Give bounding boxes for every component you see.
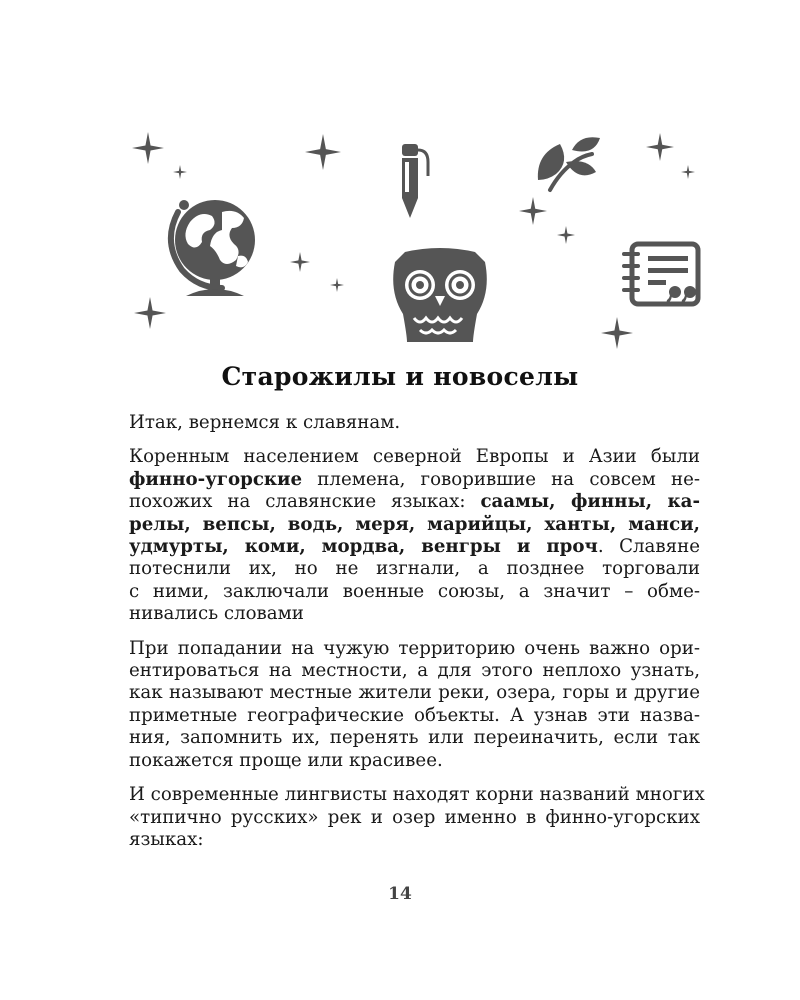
bold-text: саамы, финны, ка- <box>480 491 700 513</box>
pen-icon <box>402 144 428 218</box>
text-line <box>129 581 700 603</box>
text-line <box>129 750 700 772</box>
bold-text: релы, вепсы, водь, меря, марийцы, ханты, манси, <box>129 513 700 535</box>
sparkle-icon <box>681 165 695 179</box>
leaf-branch-icon <box>538 137 600 190</box>
text-line <box>129 491 700 513</box>
text-line <box>129 514 700 536</box>
text-run: приметные географические объекты. А узнав эти назва- <box>129 704 700 726</box>
text-line <box>129 784 705 806</box>
text-run: Итак, вернемся к славянам. <box>129 412 401 433</box>
paragraph <box>129 446 700 625</box>
text-run: И современные лингвисты находят корни названий многих <box>129 784 705 806</box>
text-line <box>129 446 700 468</box>
text-run: «типично русских» рек и озер именно в финно-угорских <box>129 806 700 828</box>
text-run: Коренным населением северной Европы и Азии были <box>129 446 700 468</box>
text-run: племена, говорившие на совсем не- <box>302 468 700 490</box>
text-line <box>129 705 700 727</box>
sparkle-icon <box>557 226 575 244</box>
sparkle-icon <box>173 165 187 179</box>
text-run: покажется проще или красивее. <box>129 749 443 771</box>
article-body <box>129 412 705 863</box>
text-line <box>129 727 700 749</box>
text-line <box>129 660 700 682</box>
text-run: потеснили их, но не изгнали, а позднее торговали <box>129 558 700 580</box>
text-line <box>129 536 700 558</box>
text-line <box>129 638 700 660</box>
page-number: 14 <box>388 884 412 904</box>
text-run: с ними, заключали военные союзы, а значит – обме- <box>129 580 700 602</box>
text-run: ентироваться на местности, а для этого неплохо узнать, <box>129 660 700 682</box>
text-run: ния, запомнить их, перенять или переиначить, если так <box>129 727 700 749</box>
sparkle-icon <box>134 297 166 329</box>
sparkle-icon <box>646 133 674 161</box>
sparkle-icon <box>132 132 164 164</box>
text-line <box>129 682 700 704</box>
text-run: . Славяне <box>597 536 700 558</box>
text-run: похожих на славянские языках: <box>129 491 481 513</box>
text-run: языках: <box>129 828 204 850</box>
bold-text: удмурты, коми, мордва, венгры и проч <box>129 536 598 558</box>
section-title: Старожилы и новоселы <box>221 362 579 391</box>
sparkle-icon <box>305 134 341 170</box>
text-run: При попадании на чужую территорию очень важно ори- <box>129 637 700 659</box>
paragraph <box>129 412 700 434</box>
owl-icon <box>393 248 487 342</box>
text-line <box>129 469 700 491</box>
text-run: как называют местные жители реки, озера, горы и другие <box>129 682 700 704</box>
sparkle-icon <box>601 317 633 349</box>
globe-icon <box>171 200 255 296</box>
sparkle-icon <box>519 197 547 225</box>
paragraph <box>129 784 705 851</box>
sparkle-icon <box>330 278 344 292</box>
text-line <box>129 558 700 580</box>
text-line <box>129 807 700 829</box>
quote-notebook-icon <box>622 244 698 304</box>
text-line <box>129 603 700 625</box>
text-line <box>129 829 700 851</box>
bold-text: финно-угорские <box>129 468 303 490</box>
sparkle-icon <box>290 252 310 272</box>
paragraph <box>129 638 700 772</box>
text-run: нивались словами <box>129 603 304 625</box>
header-illustration <box>0 0 800 360</box>
text-line <box>129 412 700 434</box>
